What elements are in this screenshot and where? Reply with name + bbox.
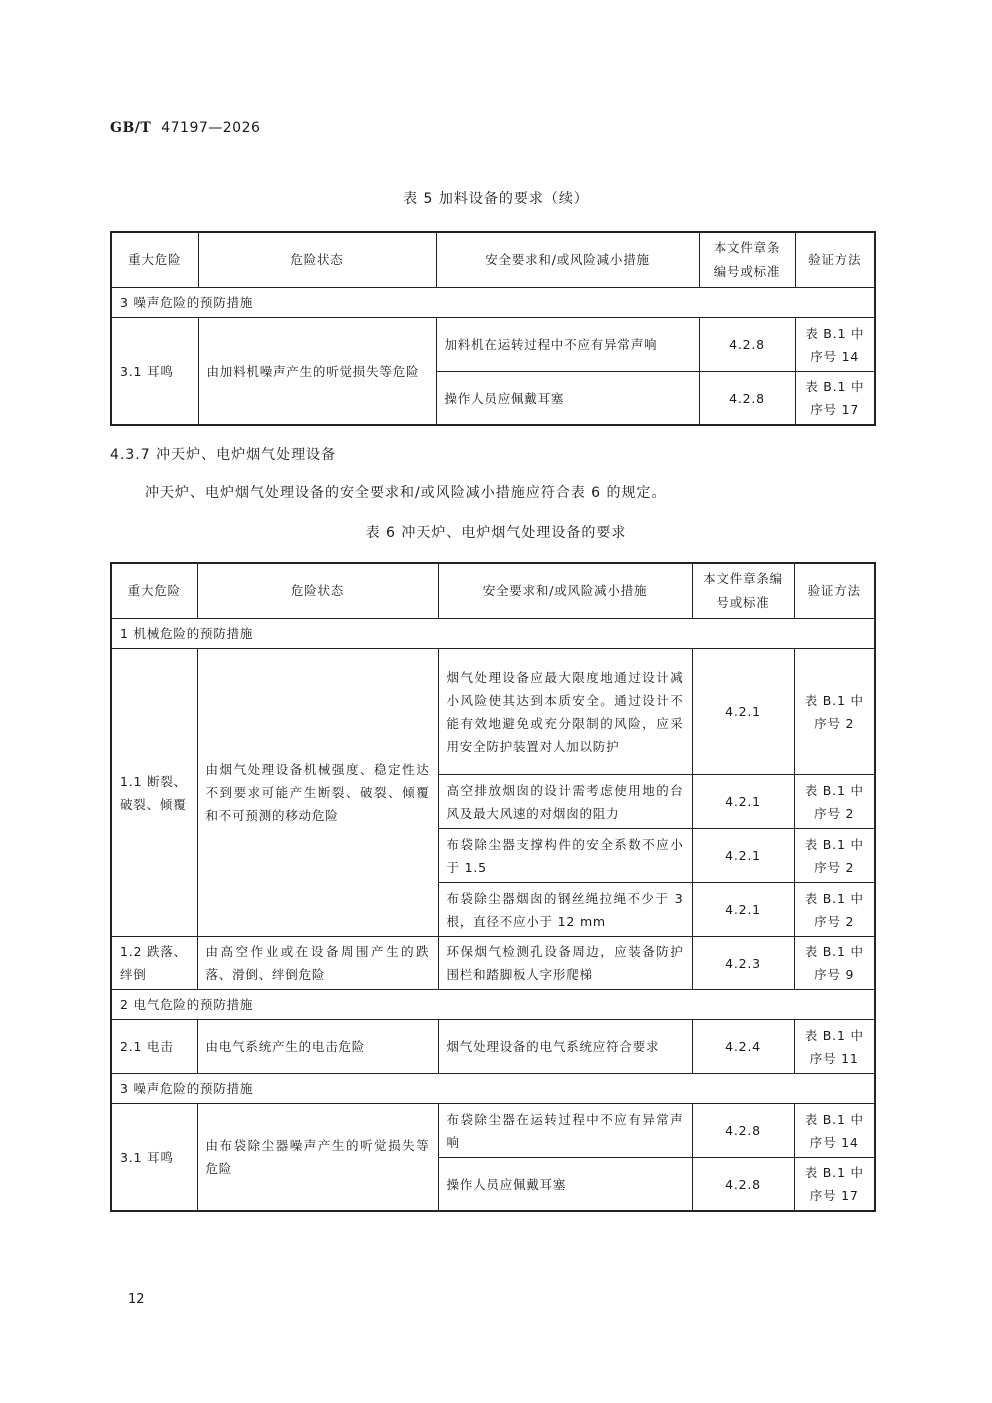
col-header-state: 危险状态 bbox=[198, 232, 436, 288]
standard-id bbox=[110, 120, 260, 136]
clause-cell: 4.2.8 bbox=[692, 1158, 794, 1212]
clause-cell: 4.2.8 bbox=[699, 372, 795, 426]
verify-line: 序号 2 bbox=[814, 715, 855, 731]
state-cell: 由电气系统产生的电击危险 bbox=[197, 1020, 438, 1074]
hazard-cell: 3.1 耳鸣 bbox=[111, 318, 198, 426]
col-header-measure: 安全要求和/或风险减小措施 bbox=[436, 232, 699, 288]
verify-cell bbox=[794, 1158, 875, 1212]
measure-cell: 操作人员应佩戴耳塞 bbox=[436, 372, 699, 426]
verify-line: 序号 14 bbox=[809, 1134, 859, 1150]
section-heading: 3 噪声危险的预防措施 bbox=[111, 288, 875, 318]
verify-cell bbox=[794, 937, 875, 990]
measure-cell: 烟气处理设备应最大限度地通过设计减小风险使其达到本质安全。通过设计不能有效地避免或充分限制的风险，应采用安全防护装置对人加以防护 bbox=[438, 649, 692, 775]
verify-cell bbox=[794, 775, 875, 829]
verify-cell bbox=[794, 649, 875, 775]
clause-cell: 4.2.1 bbox=[692, 883, 794, 937]
hazard-cell: 2.1 电击 bbox=[111, 1020, 197, 1074]
verify-cell bbox=[794, 883, 875, 937]
verify-line: 序号 11 bbox=[809, 1050, 859, 1066]
measure-cell: 加料机在运转过程中不应有异常声响 bbox=[436, 318, 699, 372]
clause-cell: 4.2.1 bbox=[692, 829, 794, 883]
verify-line: 表 B.1 中 bbox=[804, 836, 864, 852]
state-cell: 由加料机噪声产生的听觉损失等危险 bbox=[198, 318, 436, 426]
table6-caption: 表 6 冲天炉、电炉烟气处理设备的要求 bbox=[365, 525, 627, 541]
col-header-clause: 本文件章条编号或标准 bbox=[692, 563, 794, 619]
verify-line: 序号 14 bbox=[810, 348, 860, 364]
section-heading: 1 机械危险的预防措施 bbox=[111, 619, 875, 649]
col-header-hazard: 重大危险 bbox=[111, 232, 198, 288]
verify-line: 序号 2 bbox=[814, 859, 855, 875]
measure-cell: 布袋除尘器烟囱的钢丝绳拉绳不少于 3 根，直径不应小于 12 mm bbox=[438, 883, 692, 937]
hazard-cell: 3.1 耳鸣 bbox=[111, 1104, 197, 1212]
standard-number: 47197—2026 bbox=[161, 120, 261, 136]
verify-line: 表 B.1 中 bbox=[804, 1027, 864, 1043]
col-header-measure: 安全要求和/或风险减小措施 bbox=[438, 563, 692, 619]
section-heading: 2 电气危险的预防措施 bbox=[111, 990, 875, 1020]
clause-cell: 4.2.8 bbox=[699, 318, 795, 372]
verify-line: 表 B.1 中 bbox=[804, 944, 864, 959]
col-header-hazard: 重大危险 bbox=[111, 563, 197, 619]
clause-heading: 4.3.7 冲天炉、电炉烟气处理设备 bbox=[110, 447, 337, 463]
verify-line: 序号 17 bbox=[810, 402, 860, 417]
hazard-cell: 1.2 跌落、绊倒 bbox=[111, 937, 197, 990]
clause-cell: 4.2.1 bbox=[692, 649, 794, 775]
state-cell: 由高空作业或在设备周围产生的跌落、滑倒、绊倒危险 bbox=[197, 937, 438, 990]
verify-cell bbox=[794, 1104, 875, 1158]
table6 bbox=[110, 562, 876, 1212]
measure-cell: 操作人员应佩戴耳塞 bbox=[438, 1158, 692, 1212]
verify-line: 表 B.1 中 bbox=[805, 325, 865, 341]
verify-line: 序号 9 bbox=[814, 967, 855, 982]
verify-cell bbox=[795, 372, 875, 426]
measure-cell: 布袋除尘器在运转过程中不应有异常声响 bbox=[438, 1104, 692, 1158]
col-header-state: 危险状态 bbox=[197, 563, 438, 619]
clause-cell: 4.2.3 bbox=[692, 937, 794, 990]
table5-caption: 表 5 加料设备的要求（续） bbox=[403, 191, 589, 207]
hazard-cell: 1.1 断裂、破裂、倾覆 bbox=[111, 649, 197, 937]
verify-line: 序号 17 bbox=[809, 1188, 859, 1203]
col-header-verify: 验证方法 bbox=[794, 563, 875, 619]
clause-cell: 4.2.1 bbox=[692, 775, 794, 829]
verify-line: 表 B.1 中 bbox=[804, 890, 864, 906]
verify-line: 表 B.1 中 bbox=[804, 692, 864, 708]
state-cell: 由布袋除尘器噪声产生的听觉损失等危险 bbox=[197, 1104, 438, 1212]
clause-cell: 4.2.8 bbox=[692, 1104, 794, 1158]
state-cell: 由烟气处理设备机械强度、稳定性达不到要求可能产生断裂、破裂、倾覆和不可预测的移动危险 bbox=[197, 649, 438, 937]
table5 bbox=[110, 231, 876, 426]
measure-cell: 高空排放烟囱的设计需考虑使用地的台风及最大风速的对烟囱的阻力 bbox=[438, 775, 692, 829]
measure-cell: 烟气处理设备的电气系统应符合要求 bbox=[438, 1020, 692, 1074]
clause-paragraph: 冲天炉、电炉烟气处理设备的安全要求和/或风险减小措施应符合表 6 的规定。 bbox=[145, 485, 667, 501]
verify-line: 表 B.1 中 bbox=[804, 782, 864, 798]
page-number: 12 bbox=[128, 1292, 145, 1307]
verify-line: 表 B.1 中 bbox=[804, 1165, 864, 1180]
standard-prefix: GB/T bbox=[110, 120, 152, 136]
col-header-clause: 本文件章条编号或标准 bbox=[699, 232, 795, 288]
clause-cell: 4.2.4 bbox=[692, 1020, 794, 1074]
section-heading: 3 噪声危险的预防措施 bbox=[111, 1074, 875, 1104]
verify-cell bbox=[794, 829, 875, 883]
measure-cell: 布袋除尘器支撑构件的安全系数不应小于 1.5 bbox=[438, 829, 692, 883]
verify-cell bbox=[795, 318, 875, 372]
measure-cell: 环保烟气检测孔设备周边，应装备防护围栏和踏脚板人字形爬梯 bbox=[438, 937, 692, 990]
verify-line: 表 B.1 中 bbox=[804, 1111, 864, 1127]
verify-line: 序号 2 bbox=[814, 913, 855, 929]
verify-line: 序号 2 bbox=[814, 805, 855, 821]
col-header-verify: 验证方法 bbox=[795, 232, 875, 288]
verify-line: 表 B.1 中 bbox=[805, 379, 865, 394]
verify-cell bbox=[794, 1020, 875, 1074]
